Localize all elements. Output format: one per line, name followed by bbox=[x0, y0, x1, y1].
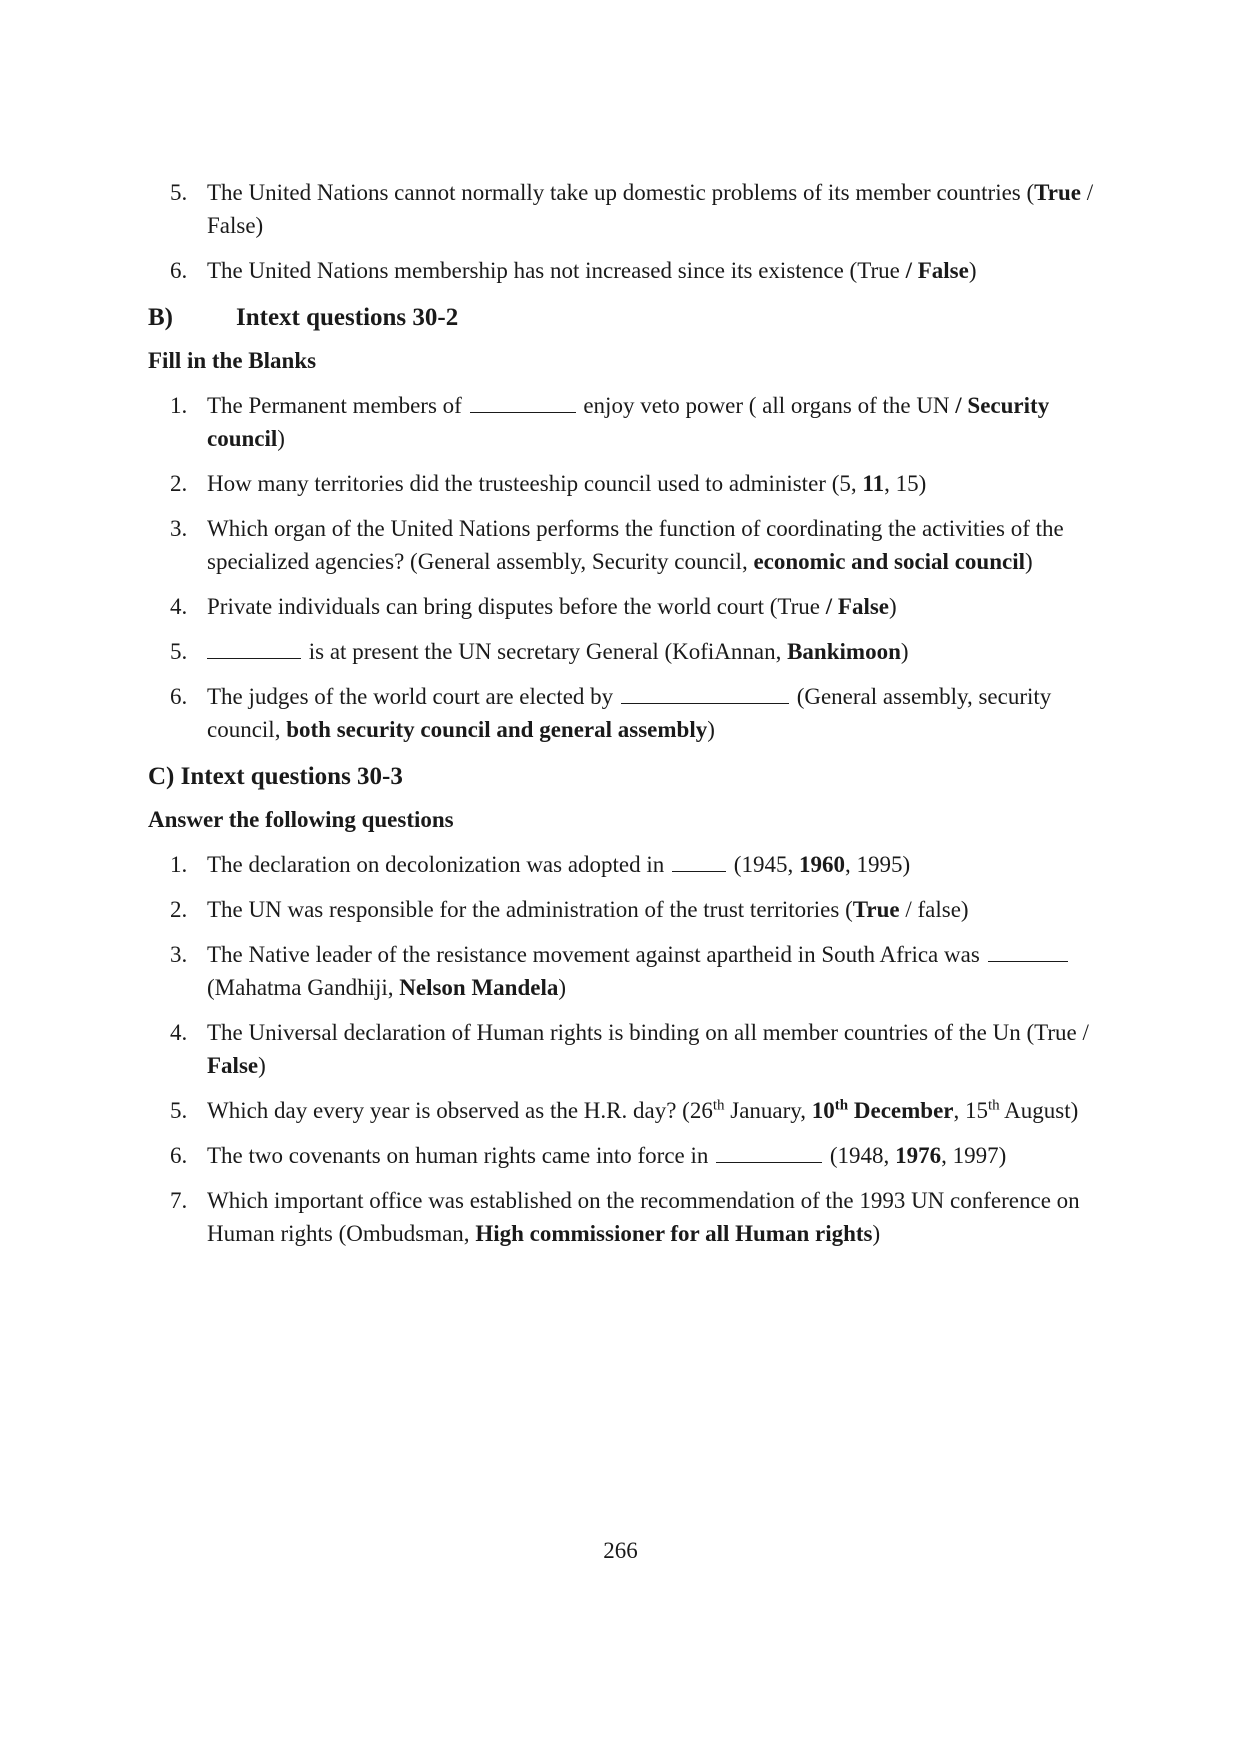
item-number: 4. bbox=[170, 1020, 188, 1045]
item-text: The UN was responsible for the administration of the trust territories (True / false) bbox=[207, 897, 969, 922]
item-number: 2. bbox=[170, 471, 188, 496]
list-item bbox=[148, 635, 1098, 668]
item-text: is at present the UN secretary General (KofiAnnan, Bankimoon) bbox=[207, 635, 1098, 668]
section-b-list bbox=[148, 389, 1098, 746]
section-c-heading bbox=[148, 760, 1098, 794]
item-text: The United Nations membership has not increased since its existence (True / False) bbox=[207, 258, 977, 283]
item-text: Which important office was established on the recommendation of the 1993 UN conference on Human rights (Ombudsman, High commissioner for all Human rights) bbox=[207, 1188, 1080, 1246]
item-text: Which day every year is observed as the H.R. day? (26th January, 10th December, 15th August) bbox=[207, 1097, 1079, 1123]
item-number: 2. bbox=[170, 897, 188, 922]
item-text: The Permanent members of enjoy veto power ( all organs of the UN / Security council) bbox=[207, 393, 1050, 451]
item-text: The Native leader of the resistance movement against apartheid in South Africa was (Mahatma Gandhiji, Nelson Mandela) bbox=[207, 938, 1098, 1004]
list-item bbox=[148, 680, 1098, 746]
item-text: How many territories did the trusteeship council used to administer (5, 11, 15) bbox=[207, 471, 927, 496]
item-number: 4. bbox=[170, 594, 188, 619]
answer-blank bbox=[672, 851, 726, 872]
section-c-subtitle: Answer the following questions bbox=[148, 807, 454, 832]
item-text: Which organ of the United Nations performs the function of coordinating the activities of the specialized agencies? (General assembly, Security council, economic and social council) bbox=[207, 516, 1064, 574]
list-item bbox=[148, 1139, 1098, 1172]
item-text: The United Nations cannot normally take up domestic problems of its member countries (True / False) bbox=[207, 180, 1094, 238]
answer-blank bbox=[207, 638, 301, 659]
list-item bbox=[148, 176, 1098, 242]
answer-blank bbox=[988, 941, 1068, 962]
list-item bbox=[148, 254, 1098, 287]
item-text: The Universal declaration of Human rights is binding on all member countries of the Un (True / False) bbox=[207, 1020, 1089, 1078]
answer-blank bbox=[716, 1142, 822, 1163]
item-text: Private individuals can bring disputes before the world court (True / False) bbox=[207, 594, 897, 619]
list-item bbox=[148, 848, 1098, 881]
list-item bbox=[148, 1016, 1098, 1082]
list-item bbox=[148, 1094, 1098, 1127]
section-letter: C) bbox=[148, 763, 175, 790]
list-item bbox=[148, 590, 1098, 623]
section-b-subtitle: Fill in the Blanks bbox=[148, 348, 317, 373]
list-item bbox=[148, 389, 1098, 455]
item-text: The two covenants on human rights came into force in (1948, 1976, 1997) bbox=[207, 1143, 1007, 1168]
item-number: 1. bbox=[170, 393, 188, 418]
section-title: Intext questions 30-3 bbox=[180, 763, 403, 790]
section-c-list bbox=[148, 848, 1098, 1250]
list-item bbox=[148, 512, 1098, 578]
section-a-list bbox=[148, 176, 1098, 287]
list-item bbox=[148, 893, 1098, 926]
list-item bbox=[148, 938, 1098, 1004]
item-number: 7. bbox=[170, 1188, 188, 1213]
section-letter: B) bbox=[148, 304, 173, 331]
section-title: Intext questions 30-2 bbox=[236, 304, 459, 331]
item-number: 5. bbox=[170, 639, 188, 664]
item-number: 6. bbox=[170, 258, 188, 283]
item-number: 6. bbox=[170, 1143, 188, 1168]
item-number: 5. bbox=[170, 1098, 188, 1123]
item-number: 3. bbox=[170, 516, 188, 541]
item-text: The declaration on decolonization was adopted in (1945, 1960, 1995) bbox=[207, 852, 911, 877]
answer-blank bbox=[470, 392, 576, 413]
list-item bbox=[148, 467, 1098, 500]
answer-blank bbox=[621, 683, 789, 704]
section-b-heading bbox=[148, 301, 1098, 335]
item-text: The judges of the world court are elected by (General assembly, security council, both security council and general assembly) bbox=[207, 684, 1052, 742]
item-number: 1. bbox=[170, 852, 188, 877]
page-content bbox=[148, 176, 1098, 1262]
list-item bbox=[148, 1184, 1098, 1250]
item-number: 5. bbox=[170, 180, 188, 205]
page-number: 266 bbox=[603, 1538, 638, 1563]
item-number: 3. bbox=[170, 942, 188, 967]
item-number: 6. bbox=[170, 684, 188, 709]
